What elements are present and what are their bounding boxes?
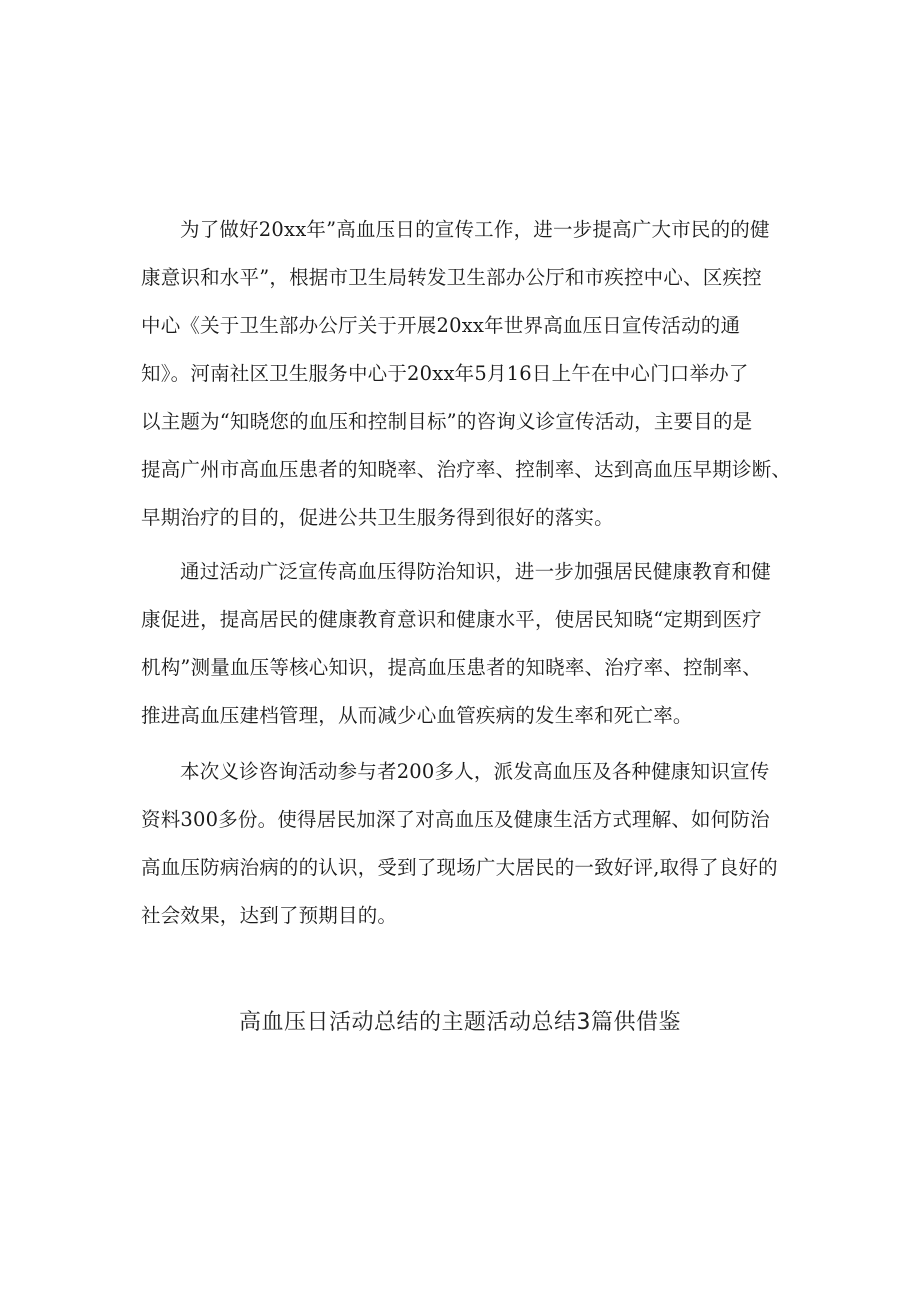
paragraph-1-line-6: 提高广州市高血压患者的知晓率、治疗率、控制率、达到高血压早期诊断、 bbox=[141, 458, 792, 481]
paragraph-3-line-3: 高血压防病治病的的认识，受到了现场广大居民的一致好评,取得了良好的 bbox=[141, 856, 778, 879]
paragraph-3-line-1: 本次义诊咨询活动参与者200多人，派发高血压及各种健康知识宣传 bbox=[180, 760, 770, 783]
paragraph-2-line-1: 通过活动广泛宣传高血压得防治知识，进一步加强居民健康教育和健 bbox=[180, 560, 772, 583]
footer-title: 高血压日活动总结的主题活动总结3篇供借鉴 bbox=[239, 1010, 681, 1035]
paragraph-1-line-2: 康意识和水平”，根据市卫生局转发卫生部办公厅和市疾控中心、区疾控 bbox=[141, 266, 762, 289]
paragraph-1-line-5: 以主题为“知晓您的血压和控制目标”的咨询义诊宣传活动，主要目的是 bbox=[141, 410, 753, 433]
paragraph-1-line-7: 早期治疗的目的，促进公共卫生服务得到很好的落实。 bbox=[141, 506, 614, 529]
paragraph-1-line-3: 中心《关于卫生部办公厅关于开展20xx年世界高血压日宣传活动的通 bbox=[141, 314, 741, 337]
paragraph-2-line-4: 推进高血压建档管理，从而减少心血管疾病的发生率和死亡率。 bbox=[141, 704, 693, 727]
paragraph-3-line-4: 社会效果，达到了预期目的。 bbox=[141, 904, 398, 927]
paragraph-2-line-3: 机构”测量血压等核心知识，提高血压患者的知晓率、治疗率、控制率、 bbox=[141, 656, 762, 679]
paragraph-2-line-2: 康促进，提高居民的健康教育意识和健康水平，使居民知晓“定期到医疗 bbox=[141, 608, 762, 631]
paragraph-3-line-2: 资料300多份。使得居民加深了对高血压及健康生活方式理解、如何防治 bbox=[141, 808, 770, 831]
paragraph-1-line-4: 知》。河南社区卫生服务中心于20xx年5月16日上午在中心门口举办了 bbox=[141, 362, 749, 385]
paragraph-1-line-1: 为了做好20xx年”高血压日的宣传工作，进一步提高广大市民的的健 bbox=[180, 218, 770, 241]
